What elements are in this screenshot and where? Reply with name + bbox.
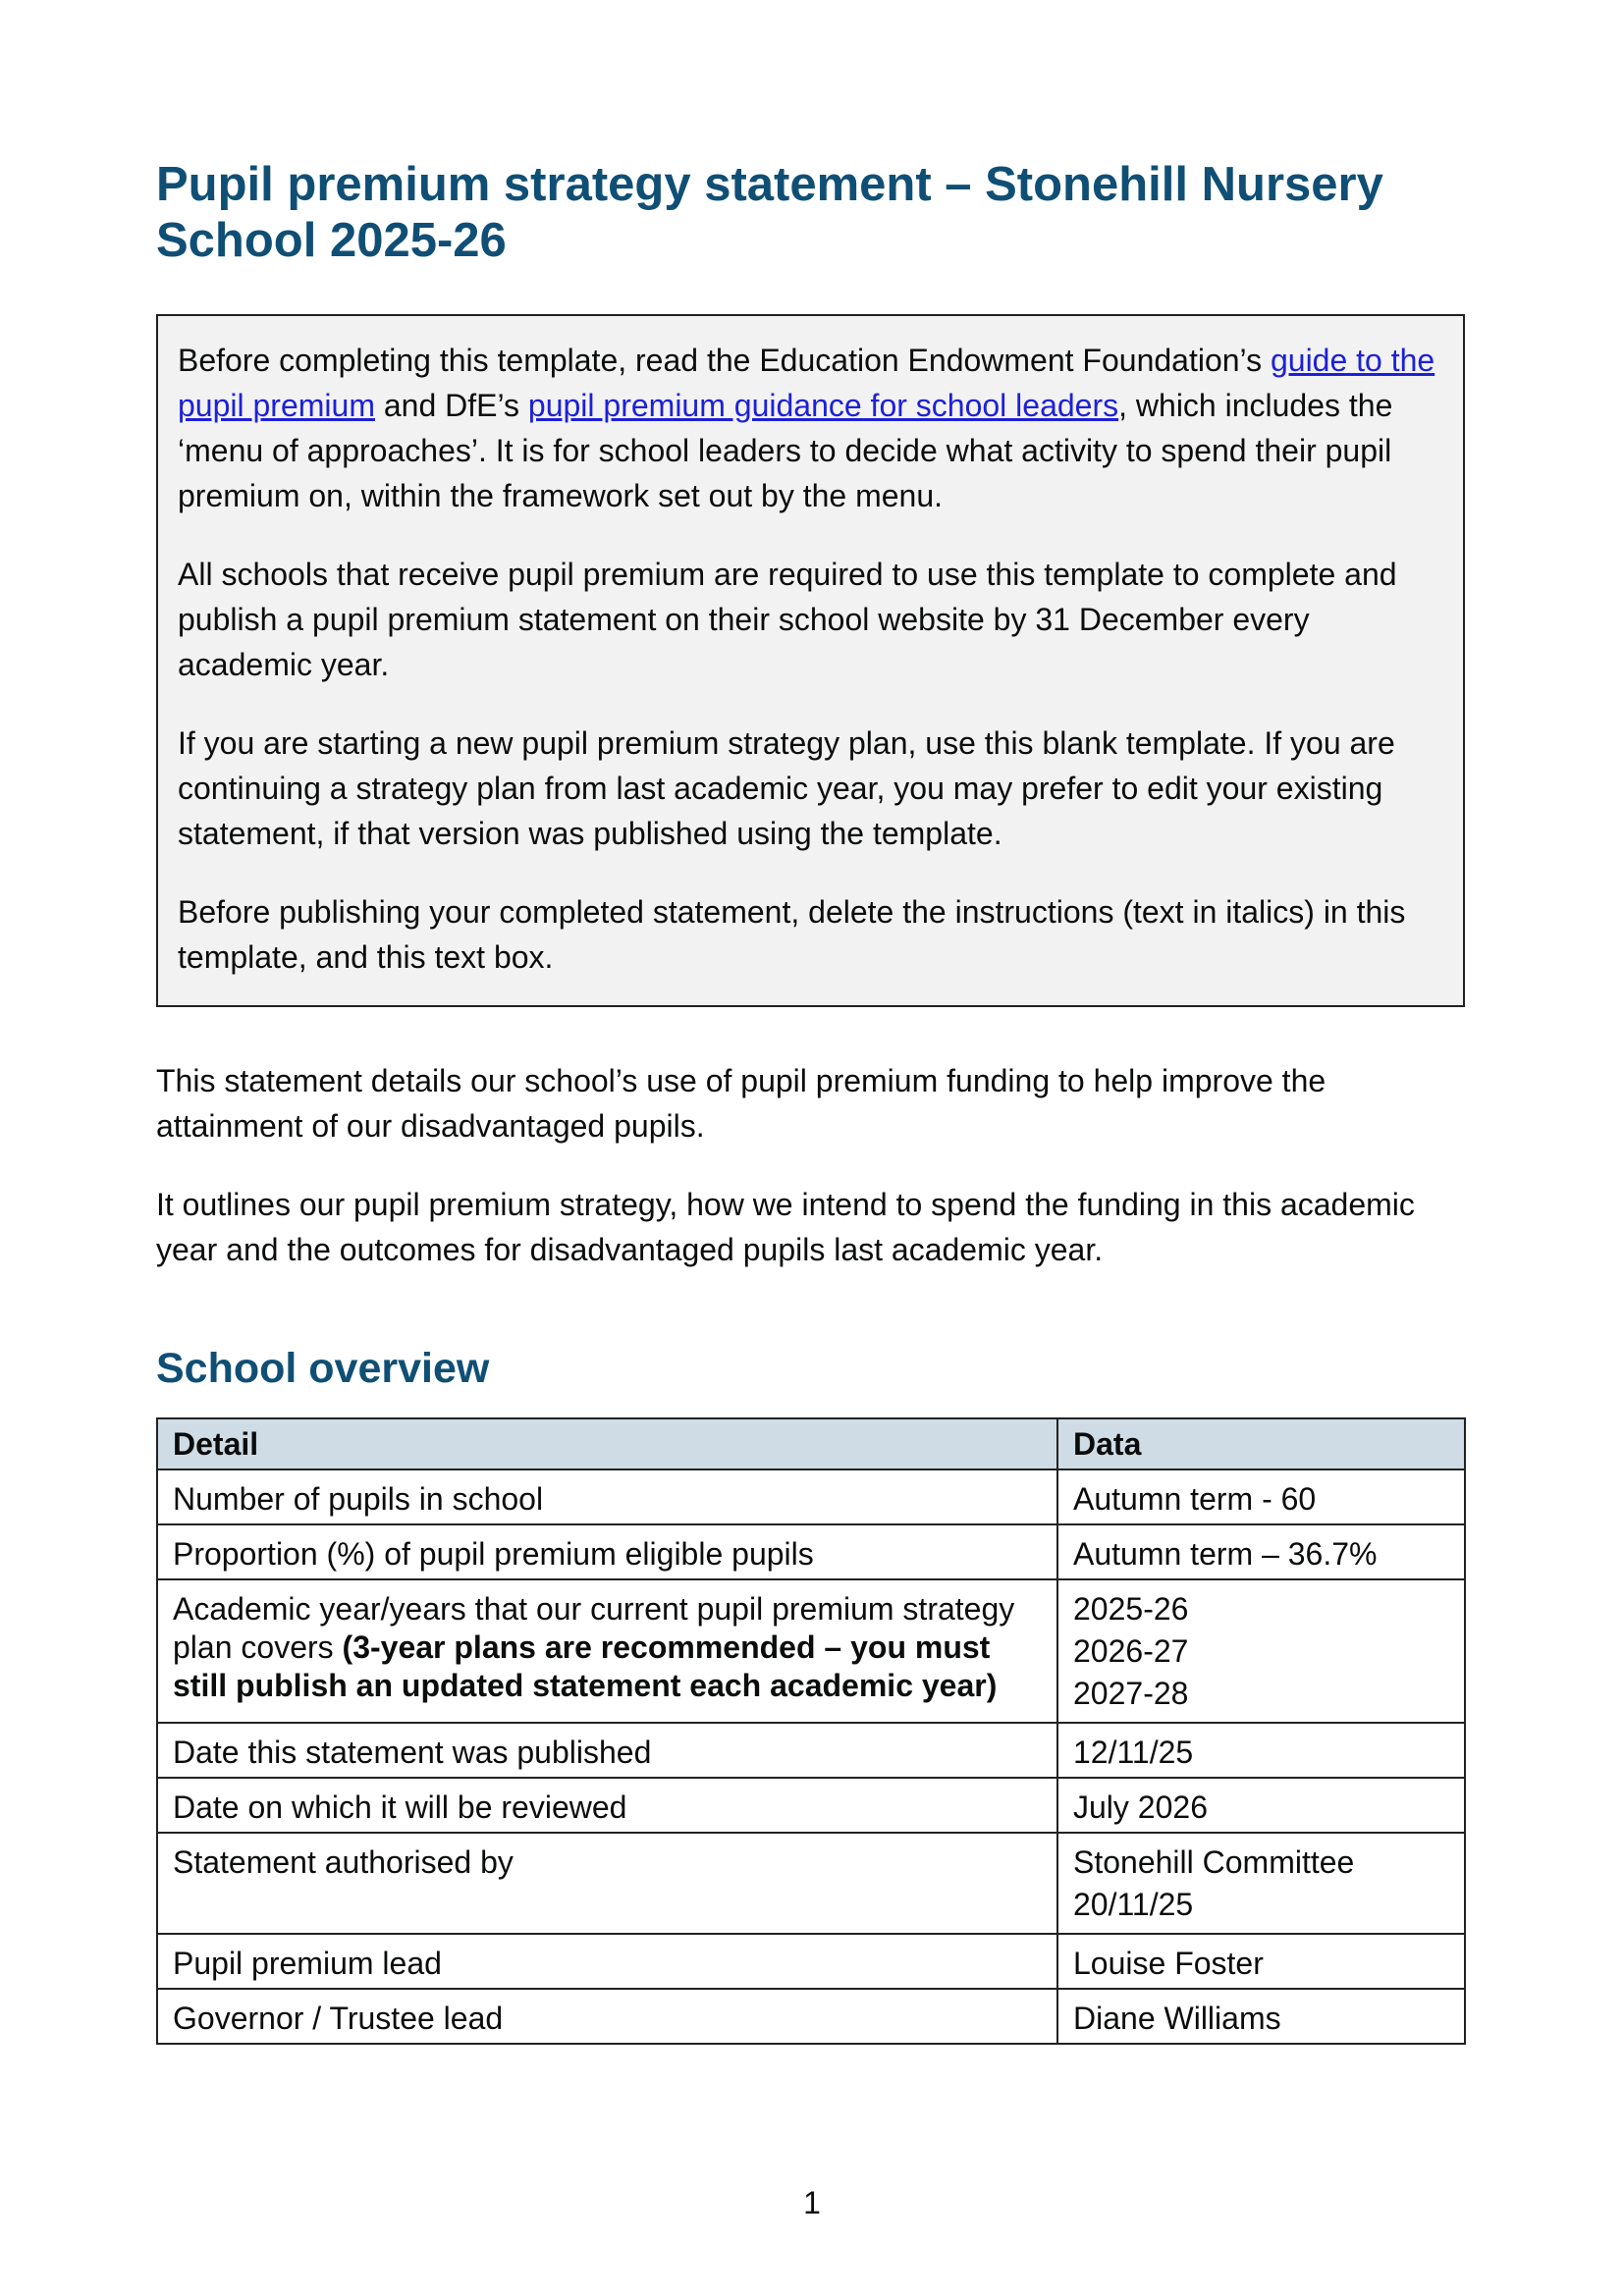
data-cell: Autumn term - 60 — [1057, 1469, 1465, 1524]
data-cell: Autumn term – 36.7% — [1057, 1524, 1465, 1579]
table-row — [157, 1723, 1465, 1778]
detail-cell: Number of pupils in school — [157, 1469, 1057, 1524]
data-cell: Louise Foster — [1057, 1934, 1465, 1989]
page-number: 1 — [803, 2185, 821, 2220]
detail-cell: Statement authorised by — [157, 1833, 1057, 1934]
detail-cell: Pupil premium lead — [157, 1934, 1057, 1989]
data-value: 2026-27 — [1073, 1633, 1189, 1669]
table-row — [157, 1833, 1465, 1934]
intro-paragraph: It outlines our pupil premium strategy, how we intend to spend the funding in this academic year and the outcomes for disadvantaged pupils last academic year. — [156, 1187, 1415, 1267]
detail-text: Academic year/years that our current pupil premium strategy plan covers — [173, 1591, 1015, 1665]
table-row — [157, 1579, 1465, 1723]
detail-bold-note: (3-year plans are recommended – you must still publish an updated statement each academic year) — [173, 1629, 998, 1703]
instructions-paragraph: All schools that receive pupil premium are required to use this template to complete and publish a pupil premium statement on their school website by 31 December every academic year. — [178, 557, 1397, 682]
detail-cell: Governor / Trustee lead — [157, 1989, 1057, 2044]
detail-cell: Date on which it will be reviewed — [157, 1778, 1057, 1833]
instructions-text: and DfE’s — [374, 388, 528, 423]
table-row — [157, 1469, 1465, 1524]
data-value: Stonehill Committee — [1073, 1844, 1355, 1880]
detail-cell — [157, 1579, 1057, 1723]
data-column-header: Data — [1057, 1418, 1465, 1469]
instructions-paragraph — [178, 338, 1443, 518]
instructions-text: , which includes the ‘menu of approaches’. It is for school leaders to decide what activity to spend their pupil premium on, within the framework set out by the menu. — [178, 388, 1393, 513]
document-page — [156, 157, 1465, 2045]
table-row — [157, 1989, 1465, 2044]
school-overview-table — [156, 1417, 1466, 2045]
table-row — [157, 1524, 1465, 1579]
instructions-box — [156, 314, 1465, 1007]
intro-paragraph: This statement details our school’s use of pupil premium funding to help improve the attainment of our disadvantaged pupils. — [156, 1063, 1326, 1144]
instructions-paragraph: Before publishing your completed statement, delete the instructions (text in italics) in this template, and this text box. — [178, 894, 1406, 975]
data-cell — [1057, 1579, 1465, 1723]
dfe-guidance-link[interactable]: pupil premium guidance for school leaders — [527, 388, 1119, 423]
detail-column-header: Detail — [157, 1418, 1057, 1469]
eef-guide-link[interactable]: guide to the pupil premium — [178, 343, 1435, 423]
data-cell: 12/11/25 — [1057, 1723, 1465, 1778]
table-header-row — [157, 1418, 1465, 1469]
data-value: 20/11/25 — [1073, 1887, 1194, 1922]
instructions-text: Before completing this template, read the Education Endowment Foundation’s — [178, 343, 1271, 378]
data-cell: Diane Williams — [1057, 1989, 1465, 2044]
data-cell — [1057, 1833, 1465, 1934]
data-value: 2027-28 — [1073, 1676, 1189, 1711]
school-overview-heading: School overview — [156, 1345, 490, 1392]
instructions-paragraph: If you are starting a new pupil premium strategy plan, use this blank template. If you are continuing a strategy plan from last academic year, you may prefer to edit your existing statement, if that version was published using the template. — [178, 725, 1395, 851]
detail-cell: Date this statement was published — [157, 1723, 1057, 1778]
data-cell: July 2026 — [1057, 1778, 1465, 1833]
table-row — [157, 1778, 1465, 1833]
page-title: Pupil premium strategy statement – Stonehill Nursery School 2025-26 — [156, 158, 1383, 267]
intro-section — [156, 1058, 1465, 1272]
table-row — [157, 1934, 1465, 1989]
detail-cell: Proportion (%) of pupil premium eligible pupils — [157, 1524, 1057, 1579]
data-value: 2025-26 — [1073, 1591, 1189, 1627]
